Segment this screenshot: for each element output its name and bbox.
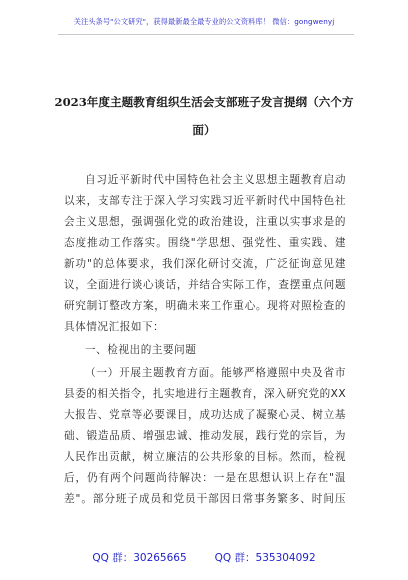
body-line: 后，仍有两个问题尚待解决：一是在思想认识上存在"温 — [64, 472, 346, 484]
section-heading: 一、检视出的主要问题 — [85, 344, 197, 356]
body-line: 具体情况汇报如下： — [64, 321, 165, 333]
header-divider — [58, 34, 354, 35]
footer — [0, 550, 408, 565]
footer-qq-group-2: QQ 群：535304092 — [214, 552, 316, 564]
body-line: 自习近平新时代中国特色社会主义思想主题教育启动 — [85, 174, 346, 186]
body-line: 态度推动工作落实。围绕"学思想、强党性、重实践、建 — [64, 237, 346, 249]
header-banner: 关注头条号"公文研究"，获得最新最全最专业的公文资料库！ 微信：gongwenyj — [73, 17, 335, 26]
body-line: 会主义思想，强调强化党的政治建设，注重以实事求是的 — [64, 216, 346, 228]
body-line: 础、锻造品质、增强忠诚、推动发展，践行党的宗旨，为 — [64, 430, 346, 442]
body-line: 以来，支部专注于深入学习实践习近平新时代中国特色社 — [64, 195, 346, 207]
body-line: 议，全面进行谈心谈话，并结合实际工作，查摆重点问题 — [64, 279, 346, 291]
document-title-line-2: 面） — [192, 123, 216, 137]
body-line: 大报告、党章等必要课目，成功达成了凝聚心灵、树立基 — [64, 409, 346, 421]
body-line: （一）开展主题教育方面。能够严格遵照中央及省市 — [85, 367, 346, 379]
footer-qq-group-1: QQ 群：30265665 — [92, 552, 187, 564]
body-line: 县委的相关指令，扎实地进行主题教育，深入研究党的XX — [64, 388, 346, 400]
body-line: 新功"的总体要求，我们深化研讨交流，广泛征询意见建 — [64, 258, 346, 270]
body-line: 人民作出贡献，树立廉洁的公共形象的目标。然而，检视 — [64, 451, 346, 463]
body-line: 差"。部分班子成员和党员干部因日常事务繁多、时间压 — [64, 493, 346, 505]
document-title-line-1: 2023年度主题教育组织生活会支部班子发言提纲（六个方 — [54, 95, 354, 109]
body-line: 研究制订整改方案，明确未来工作重心。现将对照检查的 — [64, 300, 346, 312]
